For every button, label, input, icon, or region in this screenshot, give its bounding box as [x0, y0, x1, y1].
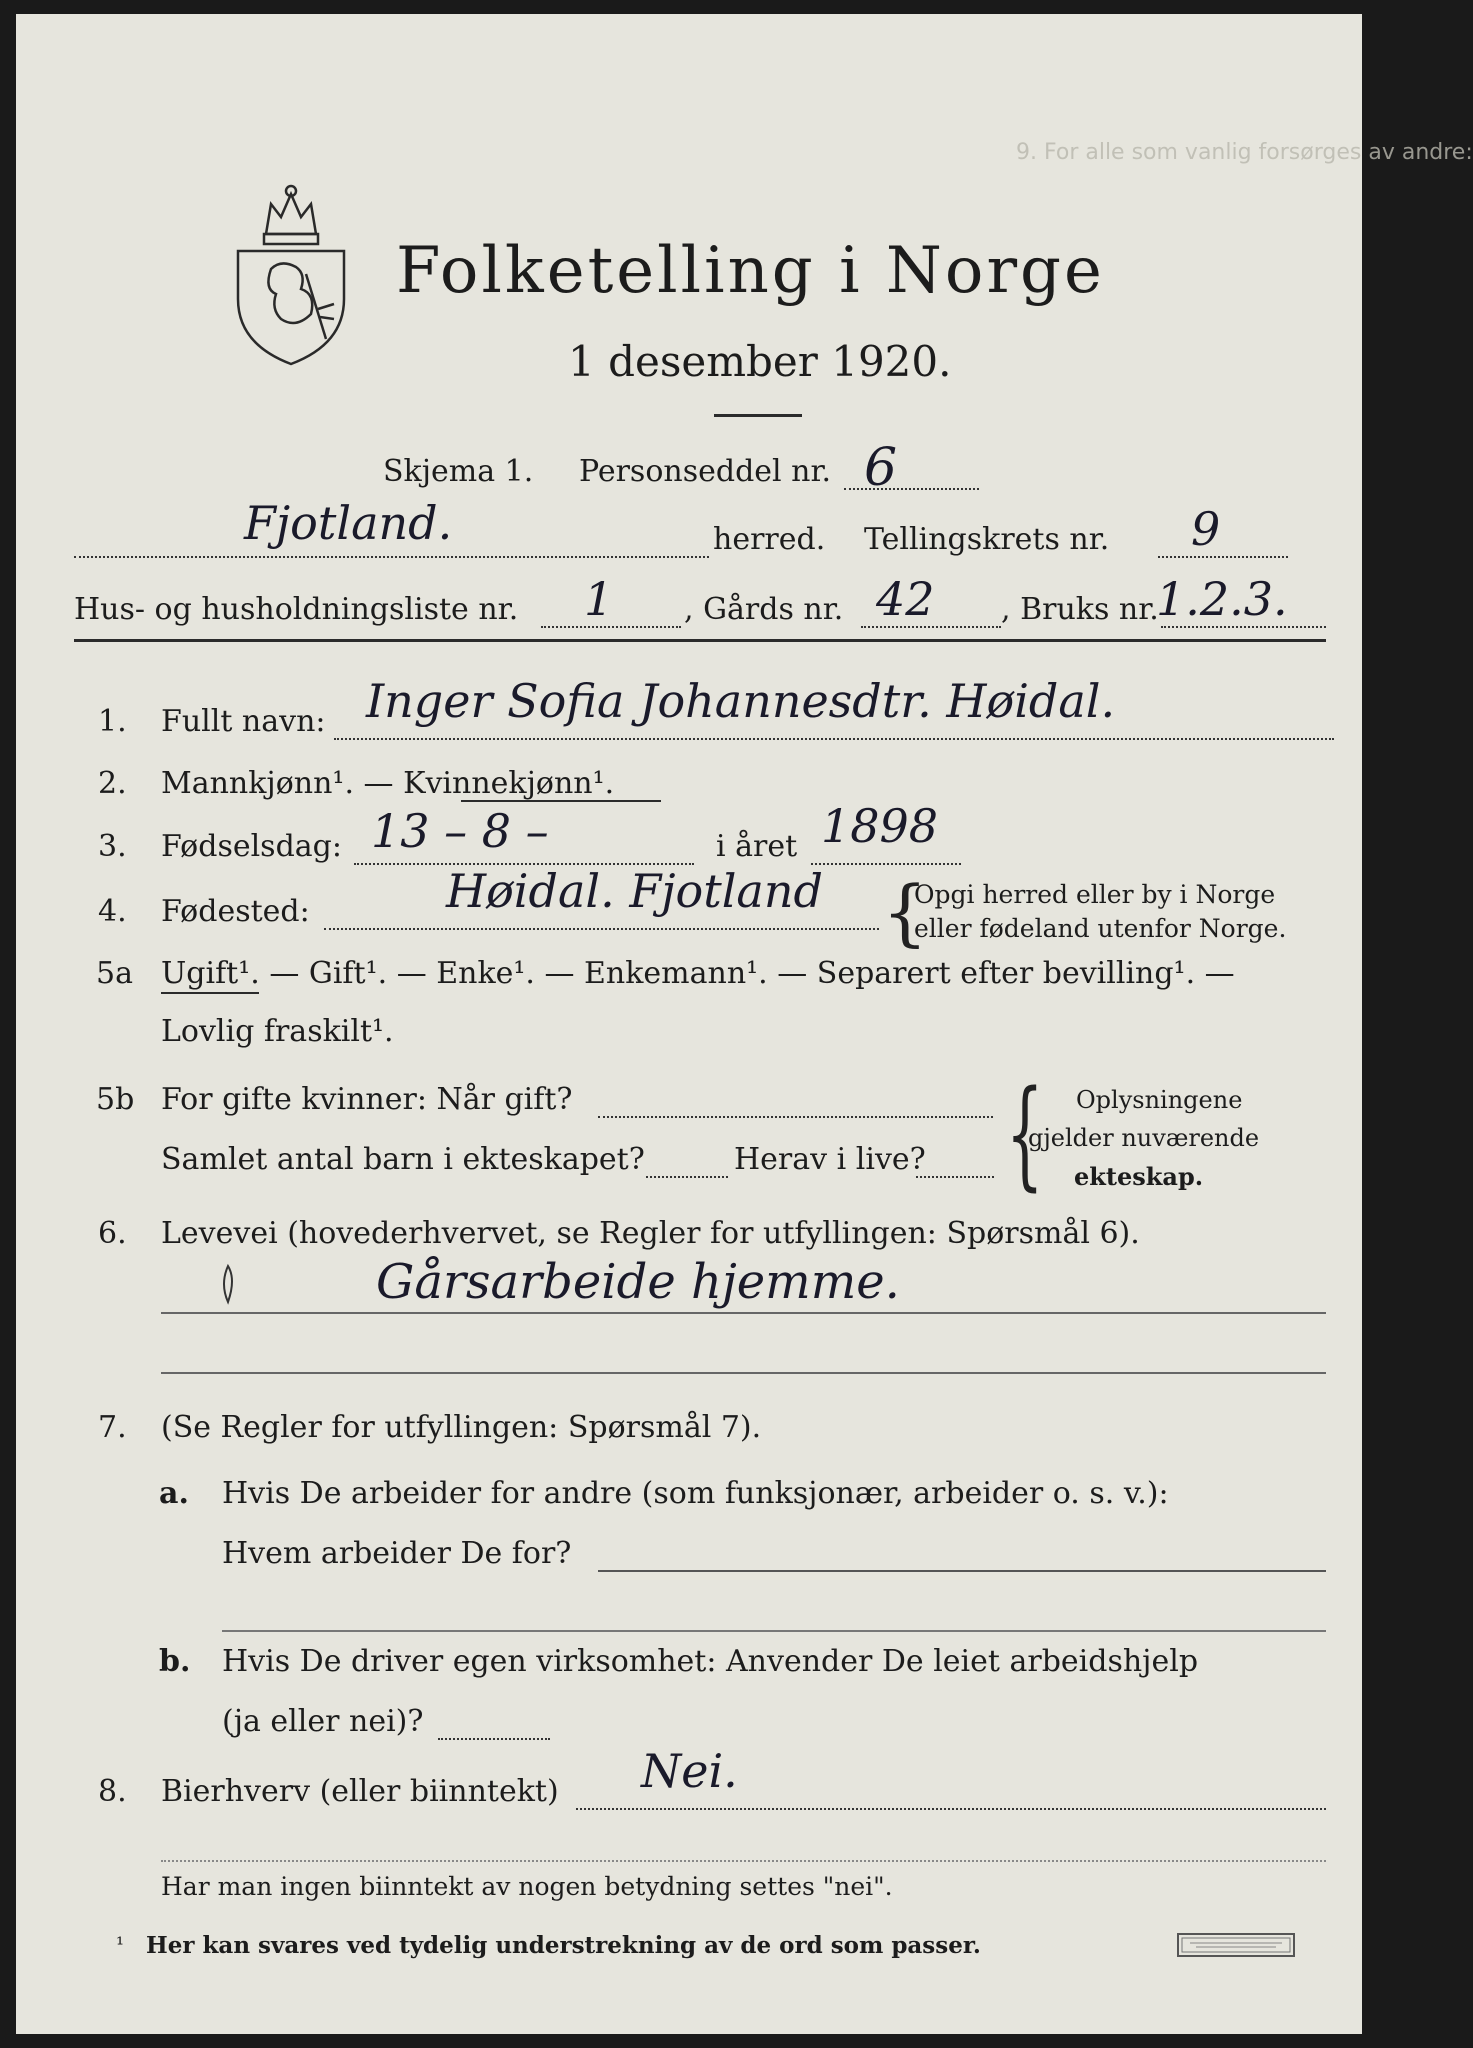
biinntekt-note: Har man ingen biinntekt av nogen betydning settes "nei".	[161, 1872, 893, 1901]
birth-year-value: 1898	[821, 799, 939, 853]
tellingskrets-line	[1158, 556, 1288, 558]
herred-value: Fjotland.	[244, 496, 453, 550]
kvinnekjonn-underline	[461, 800, 661, 802]
header-rule	[74, 639, 1326, 642]
side-income-value: Nei.	[641, 1744, 738, 1798]
tellingskrets-value: 9	[1191, 502, 1221, 556]
q5b-label: For gifte kvinner: Når gift?	[161, 1082, 573, 1117]
skjema-label: Skjema 1.	[383, 454, 534, 489]
birthdate-value: 13 – 8 –	[371, 804, 549, 858]
q8-line	[576, 1808, 1326, 1810]
title-divider	[714, 414, 802, 417]
q5b-number: 5b	[96, 1082, 135, 1117]
q3-label: Fødselsdag:	[161, 829, 342, 864]
q2-number: 2.	[98, 766, 127, 801]
q1-line	[334, 738, 1334, 740]
gards-line	[861, 626, 1001, 628]
ugift-underline	[161, 992, 259, 994]
q3-year-line	[811, 863, 961, 865]
q5b-label-2: Samlet antal barn i ekteskapet?	[161, 1142, 645, 1177]
birthplace-value: Høidal. Fjotland	[446, 864, 823, 918]
employer-line-2	[222, 1630, 1326, 1632]
q6-line-2	[161, 1372, 1326, 1374]
q5b-brace: {	[1006, 1064, 1044, 1202]
q4-number: 4.	[98, 894, 127, 929]
bruks-value: 1.2.3.	[1156, 572, 1288, 626]
q5b-note-2: gjelder nuværende	[1028, 1124, 1260, 1152]
q7-label: (Se Regler for utfyllingen: Spørsmål 7).	[161, 1410, 762, 1445]
hus-value: 1	[584, 572, 614, 626]
q3-number: 3.	[98, 829, 127, 864]
q1-label: Fullt navn:	[161, 704, 326, 739]
gards-label: , Gårds nr.	[684, 592, 844, 627]
q5a-label: Ugift¹. — Gift¹. — Enke¹. — Enkemann¹. — Separert efter bevilling¹. —	[161, 956, 1235, 991]
q7a-number: a.	[159, 1476, 189, 1511]
herred-line	[74, 556, 709, 558]
census-form-page	[16, 14, 1473, 2034]
q7b-number: b.	[159, 1644, 191, 1679]
herred-label: herred.	[713, 522, 826, 557]
census-date: 1 desember 1920.	[568, 337, 952, 386]
q8-label: Bierhverv (eller biinntekt)	[161, 1774, 559, 1809]
q5a-label-2: Lovlig fraskilt¹.	[161, 1014, 394, 1049]
hus-line	[541, 626, 681, 628]
q5b-note-3: ekteskap.	[1074, 1162, 1204, 1191]
q7b-label-2: (ja eller nei)?	[222, 1704, 424, 1739]
q2-label: Mannkjønn¹. — Kvinnekjønn¹.	[161, 766, 615, 801]
hus-label: Hus- og husholdningsliste nr.	[74, 592, 519, 627]
show-through-text: 9. For alle som vanlig forsørges av andre:	[1016, 140, 1473, 165]
q4-line	[324, 928, 879, 930]
q7a-label: Hvis De arbeider for andre (som funksjonær, arbeider o. s. v.):	[222, 1476, 1169, 1511]
coat-of-arms-icon	[226, 179, 356, 369]
q1-number: 1.	[98, 704, 127, 739]
q6-line-1	[161, 1312, 1326, 1314]
bruks-line	[1161, 626, 1326, 628]
personseddel-value: 6	[864, 438, 898, 498]
q3-year-label: i året	[716, 829, 798, 864]
printer-stamp-icon	[1176, 1932, 1296, 1958]
q6-label: Levevei (hovederhvervet, se Regler for utfyllingen: Spørsmål 6).	[161, 1216, 1140, 1251]
gards-value: 42	[876, 572, 935, 626]
q5b-label-3: Herav i live?	[734, 1142, 926, 1177]
q5b-married-line	[598, 1116, 993, 1118]
employer-line	[598, 1570, 1326, 1572]
q5b-note-1: Oplysningene	[1076, 1086, 1243, 1114]
check-mark-icon	[216, 1264, 240, 1304]
q4-brace: {	[882, 870, 928, 954]
full-name-value: Inger Sofia Johannesdtr. Høidal.	[366, 674, 1116, 728]
personseddel-label: Personseddel nr.	[579, 454, 832, 489]
q7-number: 7.	[98, 1410, 127, 1445]
q8-line-2	[161, 1860, 1326, 1862]
q5b-children-line	[646, 1176, 728, 1178]
footnote-text: Her kan svares ved tydelig understrekning av de ord som passer.	[146, 1932, 981, 1959]
q4-label: Fødested:	[161, 894, 310, 929]
q7b-line	[438, 1738, 550, 1740]
q5a-number: 5a	[96, 956, 133, 991]
footnote-mark: ¹	[116, 1932, 125, 1956]
q5b-alive-line	[916, 1176, 994, 1178]
q4-note-1: Opgi herred eller by i Norge	[914, 880, 1276, 909]
q7b-label: Hvis De driver egen virksomhet: Anvender De leiet arbeidshjelp	[222, 1644, 1199, 1679]
q8-number: 8.	[98, 1774, 127, 1809]
q4-note-2: eller fødeland utenfor Norge.	[914, 914, 1287, 943]
q6-number: 6.	[98, 1216, 127, 1251]
tellingskrets-label: Tellingskrets nr.	[864, 522, 1110, 557]
bruks-label: , Bruks nr.	[1001, 592, 1159, 627]
form-title: Folketelling i Norge	[396, 234, 1105, 308]
occupation-value: Gårsarbeide hjemme.	[376, 1254, 900, 1310]
q7a-label-2: Hvem arbeider De for?	[222, 1536, 572, 1571]
